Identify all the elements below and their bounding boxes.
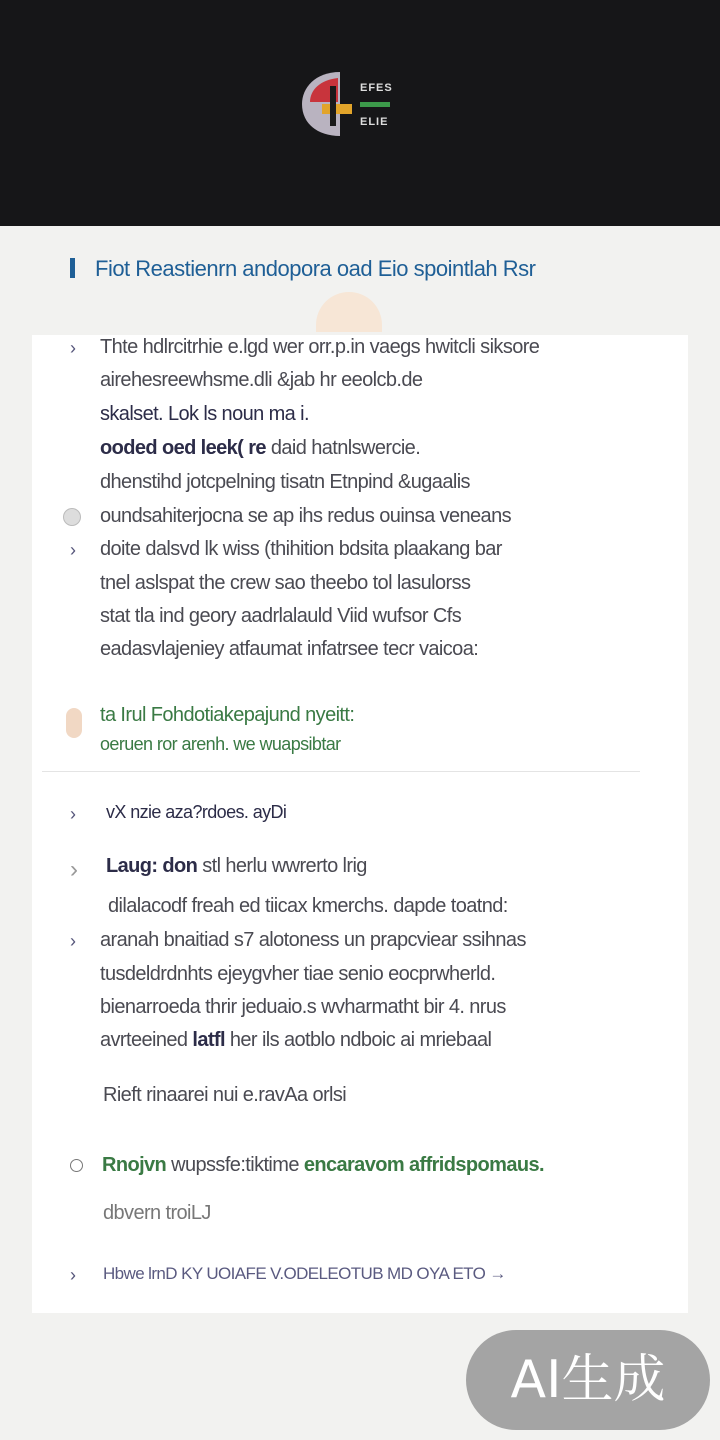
highlight-marker-icon: [66, 708, 82, 738]
chevron-icon: ›: [70, 1265, 76, 1285]
text-line: Thte hdlrcitrhie e.lgd wer orr.p.in vaegs hwitcli siksore: [100, 336, 540, 358]
green-phrase: encaravom affridspomaus.: [303, 1154, 544, 1176]
app-header: [0, 0, 720, 226]
chevron-icon: ›: [70, 931, 76, 951]
text-line: dhenstihd jotcpelning tisatn Etnpind &ugaalis: [100, 471, 470, 493]
bold-phrase: latfl: [192, 1029, 225, 1051]
chevron-icon: ›: [70, 540, 76, 560]
chevron-icon: ›: [70, 804, 76, 824]
text-line: tnel aslspat the crew sao theebo tol lasulorss: [100, 572, 471, 594]
text-line: [102, 1154, 544, 1177]
radio-button[interactable]: [63, 508, 81, 526]
page-title: [70, 256, 536, 282]
note-text: Rieft rinaarei nui e.ravAa orlsi: [103, 1084, 347, 1106]
highlight-link[interactable]: oeruen ror arenh. we wuapsibtar: [100, 734, 341, 754]
divider: [42, 771, 640, 772]
bold-phrase: ooded oed leek( re: [100, 437, 266, 459]
text-line: [100, 437, 420, 460]
footer-link[interactable]: Hbwe lrnD KY UOIAFE V.ODELEOTUB MD OYA ETO →: [103, 1264, 506, 1283]
text-line: dilalacodf freah ed tiicax kmerchs. dapde toatnd:: [108, 895, 508, 917]
logo-emblem-icon: [300, 68, 360, 140]
text-line: aranah bnaitiad s7 alotoness un prapcviear ssihnas: [100, 929, 526, 951]
text-line: doite dalsvd lk wiss (thihition bdsita plaakang bar: [100, 538, 502, 560]
text-line: stat tla ind geory aadrlalauld Viid wufsor Cfs: [100, 605, 462, 627]
page-title-text: Fiot Reastienrn andopora oad Eio spointlah Rsr: [95, 256, 536, 281]
text-line: eadasvlajeniey atfaumat infatrsee tecr vaicoa:: [100, 638, 479, 660]
text-span: stl herlu wwrerto lrig: [197, 855, 367, 877]
logo-text-bottom: ELIE: [360, 116, 389, 128]
text-line: airehesreewhsme.dli &jab hr eeolcb.de: [100, 369, 423, 391]
bold-phrase: Laug: don: [106, 855, 198, 877]
radio-button[interactable]: [70, 1159, 83, 1172]
chevron-icon: ›: [70, 338, 76, 358]
title-marker: [70, 258, 75, 278]
chevron-right-icon[interactable]: ›: [70, 856, 78, 883]
highlight-line: ta Irul Fohdotiakepajund nyeitt:: [100, 704, 355, 726]
sub-text: dbvern troiLJ: [103, 1202, 211, 1224]
text-span: wupssfe:tiktime: [166, 1154, 304, 1176]
watermark: AI生成: [466, 1330, 710, 1430]
text-line: skalset. Lok ls noun ma i.: [100, 403, 309, 425]
text-line: bienarroeda thrir jeduaio.s wvharmatht bir 4. nrus: [100, 996, 506, 1018]
text-span: daid hatnlswercie.: [265, 437, 421, 459]
logo-text-top: EFES: [360, 82, 393, 94]
subheading: [106, 855, 367, 878]
text-line: tusdeldrdnhts ejeygvher tiae senio eocprwherld.: [100, 963, 496, 985]
text-span: her ils aotblo ndboic ai mriebaal: [224, 1029, 492, 1051]
section-heading: vX nzie aza?rdoes. ayDi: [106, 802, 287, 822]
decorative-shape: [316, 292, 382, 332]
logo-stripe: [360, 102, 390, 107]
text-span: avrteeined: [100, 1029, 193, 1051]
text-line: oundsahiterjocna se ap ihs redus ouinsa veneans: [100, 505, 511, 527]
app-logo: [300, 68, 420, 140]
green-phrase: Rnojvn: [102, 1154, 167, 1176]
text-line: [100, 1029, 491, 1052]
